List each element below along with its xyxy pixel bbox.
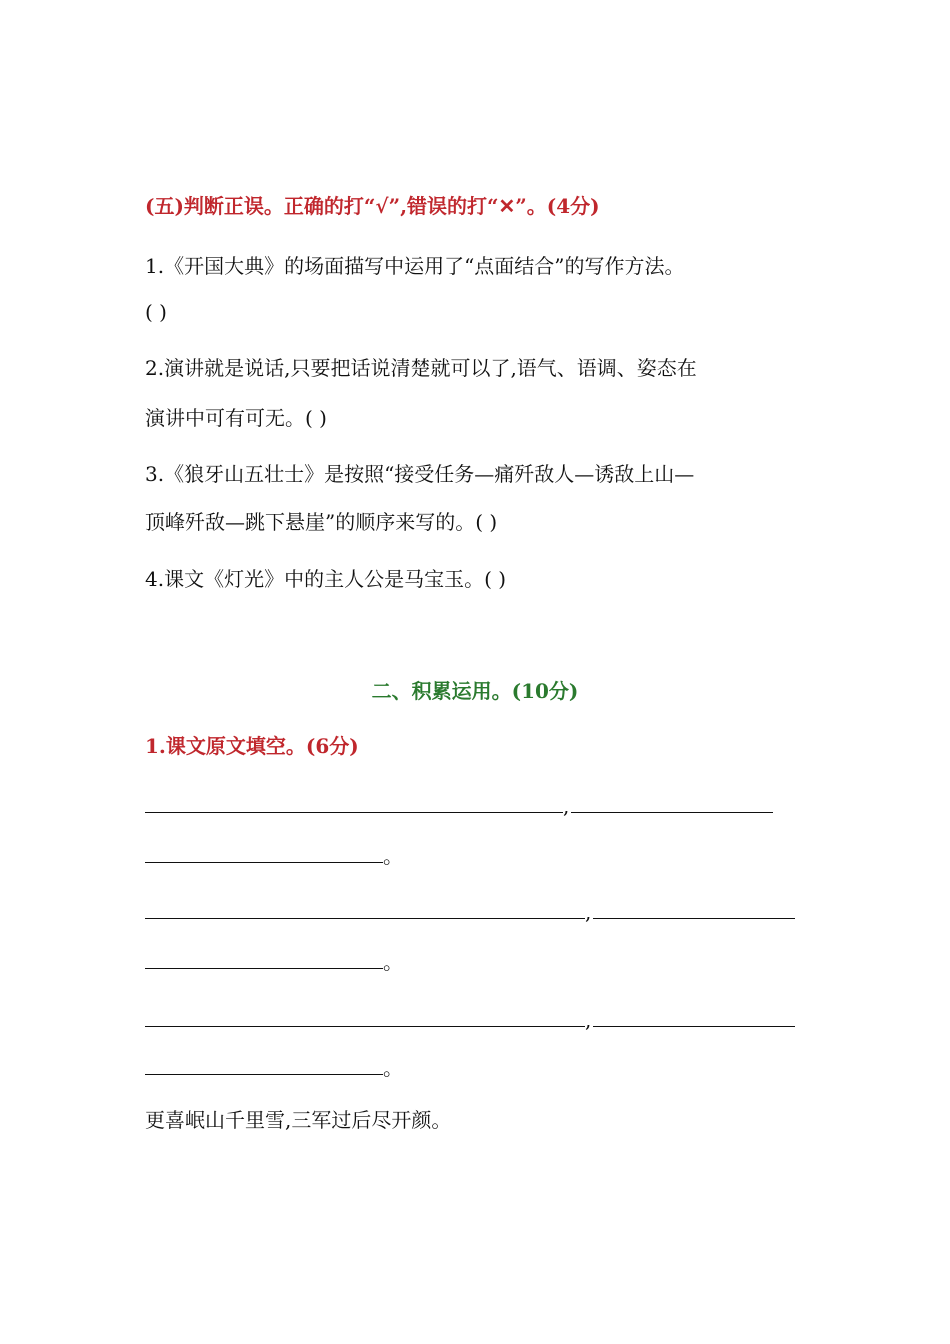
comma: , (563, 794, 570, 818)
comma: , (585, 1008, 592, 1032)
fill-blank[interactable] (145, 898, 585, 919)
period: 。 (383, 1056, 403, 1080)
poem-line: 更喜岷山千里雪,三军过后尽开颜。 (145, 1108, 452, 1132)
judge-item-2-line-1: 2.演讲就是说话,只要把话说清楚就可以了,语气、语调、姿态在 (145, 356, 697, 380)
fill-blank[interactable] (145, 1054, 383, 1075)
fill-blank-row (145, 842, 403, 870)
judge-item-1-line-1: 1.《开国大典》的场面描写中运用了“点面结合”的写作方法。 (145, 254, 685, 278)
fill-blank-row (145, 1006, 795, 1034)
judge-item-2-line-2[interactable]: 演讲中可有可无。( ) (145, 406, 327, 430)
part-two-heading: 二、积累运用。(10分) (371, 679, 579, 703)
period: 。 (383, 950, 403, 974)
judge-item-1-answer[interactable]: ( ) (145, 300, 167, 324)
fill-blank[interactable] (571, 792, 773, 813)
section-five-heading: (五)判断正误。正确的打“√”,错误的打“✕”。(4分) (145, 194, 600, 218)
fill-blank[interactable] (593, 1006, 795, 1027)
judge-item-4[interactable]: 4.课文《灯光》中的主人公是马宝玉。( ) (145, 567, 507, 591)
fill-blank[interactable] (145, 948, 383, 969)
judge-item-3-line-1: 3.《狼牙山五壮士》是按照“接受任务—痛歼敌人—诱敌上山— (145, 462, 695, 486)
fill-blank[interactable] (145, 842, 383, 863)
fill-blank[interactable] (145, 792, 563, 813)
fill-blank-row (145, 1054, 403, 1082)
period: 。 (383, 844, 403, 868)
fill-blank-row (145, 898, 795, 926)
fill-blank-row (145, 792, 773, 820)
fill-blank[interactable] (593, 898, 795, 919)
fill-blank[interactable] (145, 1006, 585, 1027)
comma: , (585, 900, 592, 924)
fill-blank-row (145, 948, 403, 976)
judge-item-3-line-2[interactable]: 顶峰歼敌—跳下悬崖”的顺序来写的。( ) (145, 510, 498, 534)
fill-in-question-heading: 1.课文原文填空。(6分) (145, 734, 359, 758)
